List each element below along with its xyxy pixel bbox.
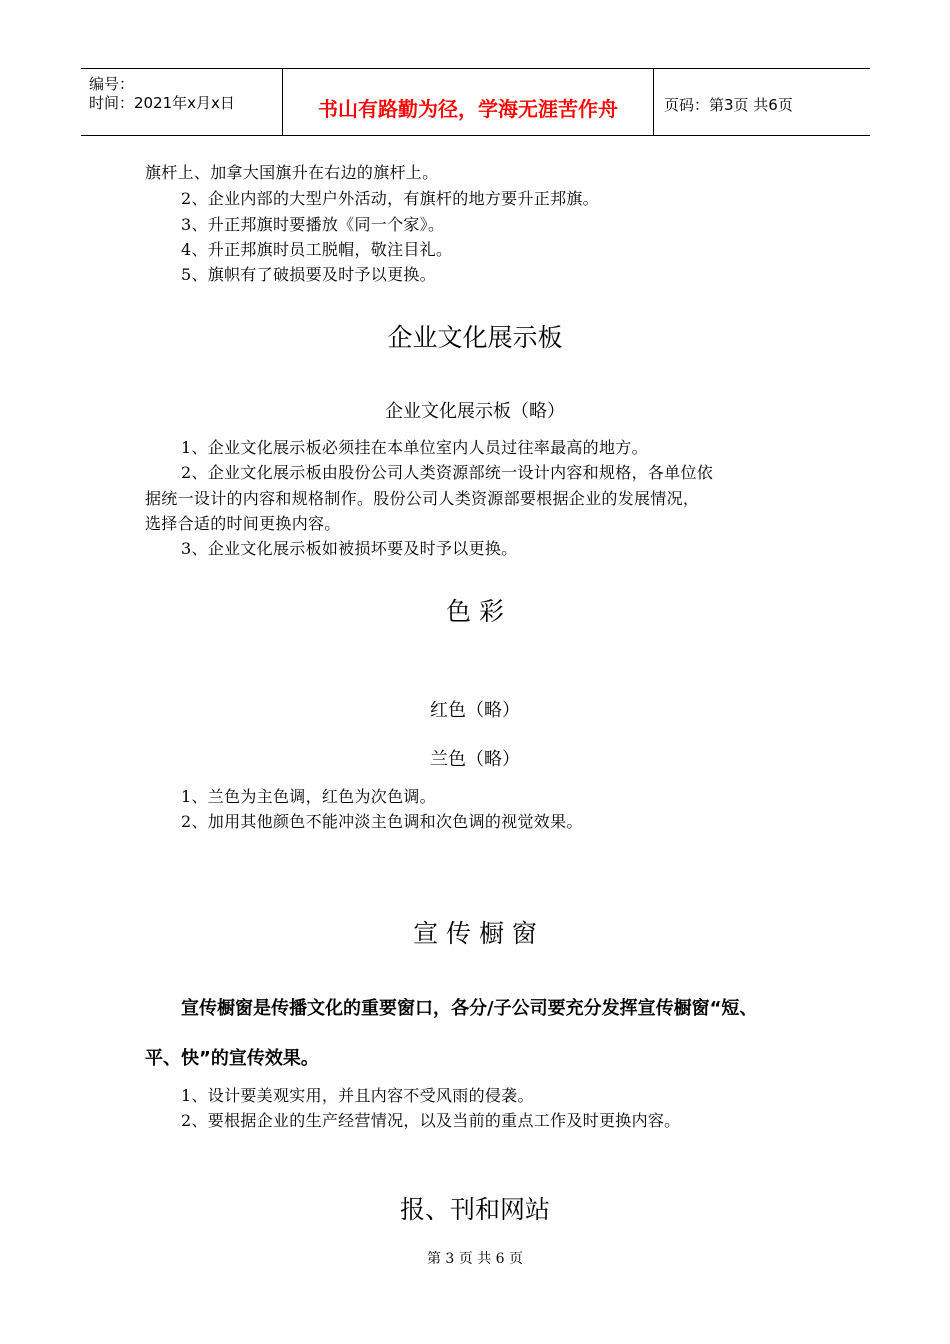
window-intro-continued: 平、快”的宣传效果。	[145, 1048, 319, 1069]
color-item: 2、加用其他颜色不能冲淡主色调和次色调的视觉效果。	[181, 812, 583, 831]
window-item: 2、要根据企业的生产经营情况，以及当前的重点工作及时更换内容。	[181, 1111, 681, 1130]
page-footer: 第 3 页 共 6 页	[426, 1251, 524, 1267]
document-number: 编号：	[89, 75, 135, 93]
window-item: 1、设计要美观实用，并且内容不受风雨的侵袭。	[181, 1086, 534, 1105]
section-title-color: 色 彩	[446, 597, 504, 626]
section-title-media: 报、刊和网站	[399, 1195, 550, 1224]
flag-item: 2、企业内部的大型户外活动，有旗杆的地方要升正邦旗。	[181, 189, 599, 208]
flag-continuation: 旗杆上、加拿大国旗升在右边的旗杆上。	[145, 163, 439, 182]
flag-item: 3、升正邦旗时要播放《同一个家》。	[181, 215, 445, 234]
page-header	[81, 68, 870, 136]
board-item: 2、企业文化展示板由股份公司人类资源部统一设计内容和规格，各单位依	[181, 463, 714, 482]
color-blue-label: 兰色（略）	[430, 749, 520, 770]
header-page-cell	[654, 69, 870, 135]
document-time: 时间：2021年x月x日	[89, 94, 235, 112]
section-title-board: 企业文化展示板	[387, 323, 563, 352]
color-item: 1、兰色为主色调，红色为次色调。	[181, 787, 436, 806]
header-info-cell	[81, 69, 283, 135]
window-intro: 宣传橱窗是传播文化的重要窗口，各分/子公司要充分发挥宣传橱窗“短、	[181, 998, 758, 1019]
section-title-window: 宣 传 橱 窗	[413, 919, 537, 948]
board-item-continued: 据统一设计的内容和规格制作。股份公司人类资源部要根据企业的发展情况，	[145, 489, 700, 508]
header-page-number: 页码：第3页 共6页	[664, 96, 793, 114]
board-item: 3、企业文化展示板如被损坏要及时予以更换。	[181, 539, 518, 558]
header-motto: 书山有路勤为径，学海无涯苦作舟	[318, 97, 618, 121]
board-item-continued: 选择合适的时间更换内容。	[145, 514, 341, 533]
board-item: 1、企业文化展示板必须挂在本单位室内人员过往率最高的地方。	[181, 438, 648, 457]
header-motto-cell	[283, 69, 654, 135]
section-subtitle-board: 企业文化展示板（略）	[385, 401, 565, 422]
flag-item: 4、升正邦旗时员工脱帽，敬注目礼。	[181, 240, 453, 259]
color-red-label: 红色（略）	[430, 700, 520, 721]
flag-item: 5、旗帜有了破损要及时予以更换。	[181, 265, 436, 284]
